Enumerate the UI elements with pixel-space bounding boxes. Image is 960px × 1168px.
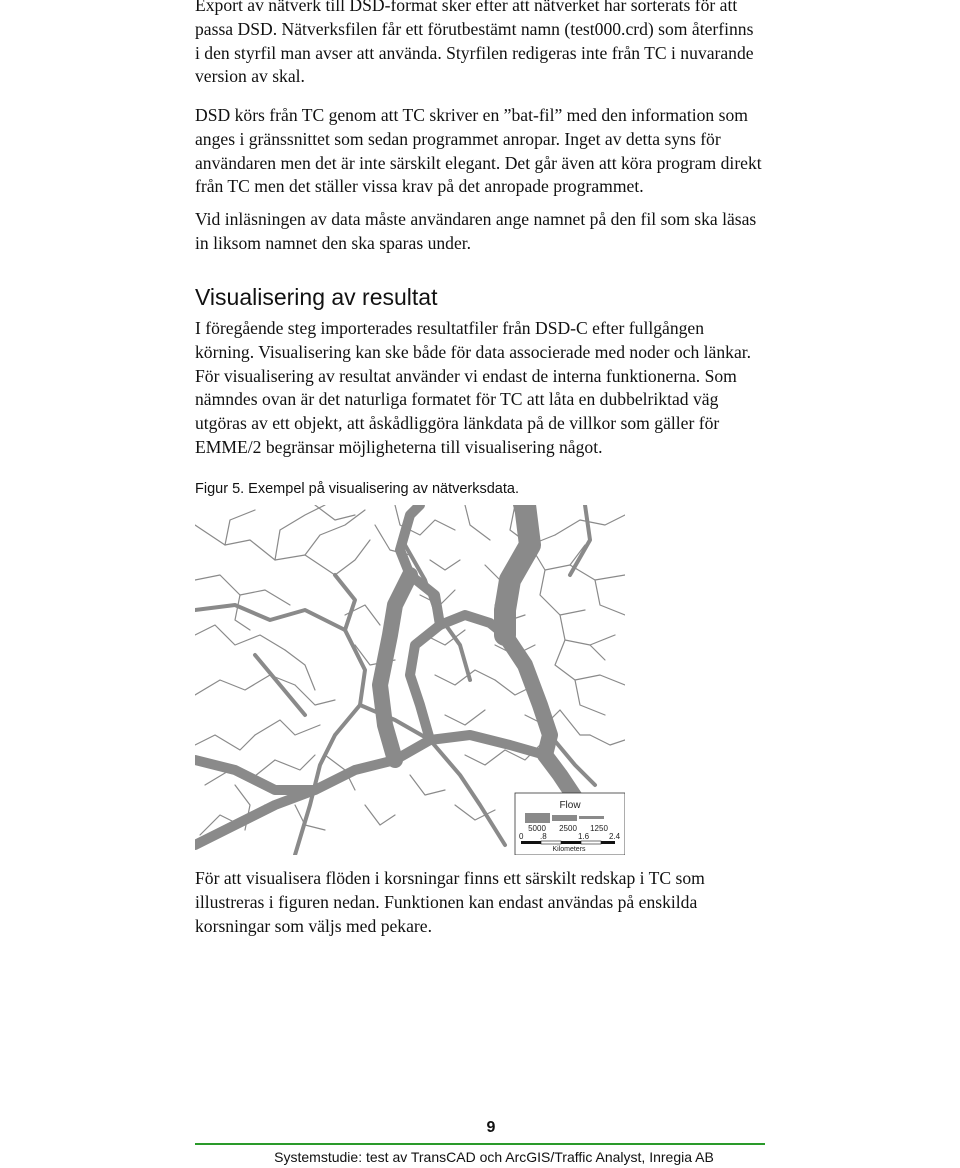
text-line: Export av nätverk till DSD-format sker efter att nätverket har sorterats för att [195,0,738,15]
visualisation-paragraph [195,317,795,460]
text-line: För att visualisera flöden i korsningar finns ett särskilt redskap i TC som [195,868,705,888]
footer-text: Systemstudie: test av TransCAD och ArcGIS/Traffic Analyst, Inregia AB [274,1149,714,1165]
flow-label: 2500 [559,824,577,833]
text-line: från TC men det ställer vissa krav på det anropade programmet. [195,176,644,197]
text-line: i den styrfil man avser att använda. Styrfilen redigeras inte från TC i nuvarande [195,42,754,63]
network-flow-map [195,505,625,855]
legend-title: Flow [559,800,581,811]
scale-label: 0 [519,832,524,841]
flow-swatch-1250 [579,816,604,819]
flow-swatch-2500 [552,815,577,821]
input-paragraph [195,208,795,256]
scale-bar [521,841,615,844]
scale-label: 2.4 [609,832,621,841]
dsd-paragraph [195,104,795,199]
text-line: passa DSD. Nätverksfilen får ett förutbestämt namn (test000.crd) som återfinns [195,18,754,39]
text-line: illustreras i figuren nedan. Funktionen kan endast användas på enskilda [195,891,698,912]
footer-rule [195,1143,765,1145]
text-line: DSD körs från TC genom att TC skriver en ”bat-fil” med den information som [195,105,748,125]
text-line: I föregående steg importerades resultatfiler från DSD-C efter fullgången [195,318,705,338]
text-line: Vid inläsningen av data måste användaren ange namnet på den fil som ska läsas [195,209,757,229]
flow-label: 5000 [528,824,546,833]
text-line: För visualisering av resultat använder vi endast de interna funktionerna. Som [195,365,737,386]
text-line: nämndes ovan är det naturliga formatet för TC att låta en dubbelriktad väg [195,389,719,410]
page-number: 9 [486,1119,496,1136]
text-line: version av skal. [195,66,305,87]
text-line: in liksom namnet den ska sparas under. [195,232,472,253]
scale-label: 1.6 [578,832,590,841]
intro-paragraph [195,0,795,89]
text-line: anges i gränssnittet som sedan programmet anropar. Inget av detta syns för [195,128,721,149]
map-legend [515,793,625,855]
figure-caption: Figur 5. Exempel på visualisering av nätverksdata. [195,481,519,497]
scale-unit: Kilometers [552,846,586,853]
text-line: körning. Visualisering kan ske både för data associerade med noder och länkar. [195,341,752,362]
flow-swatch-5000 [525,813,550,823]
text-line: användaren men det är inte särskilt elegant. Det går även att köra program direkt [195,152,762,173]
text-line: korsningar som väljs med pekare. [195,915,432,936]
after-figure-paragraph [195,867,795,938]
text-line: utgöras av ett objekt, att åskådliggöra länkdata på de villkor som gäller för [195,413,720,434]
section-heading: Visualisering av resultat [195,284,438,310]
flow-label: 1250 [590,824,608,833]
text-line: EMME/2 begränsar möjligheterna till visualisering något. [195,436,603,457]
scale-label: .8 [540,832,547,841]
major-corridors [195,505,545,845]
